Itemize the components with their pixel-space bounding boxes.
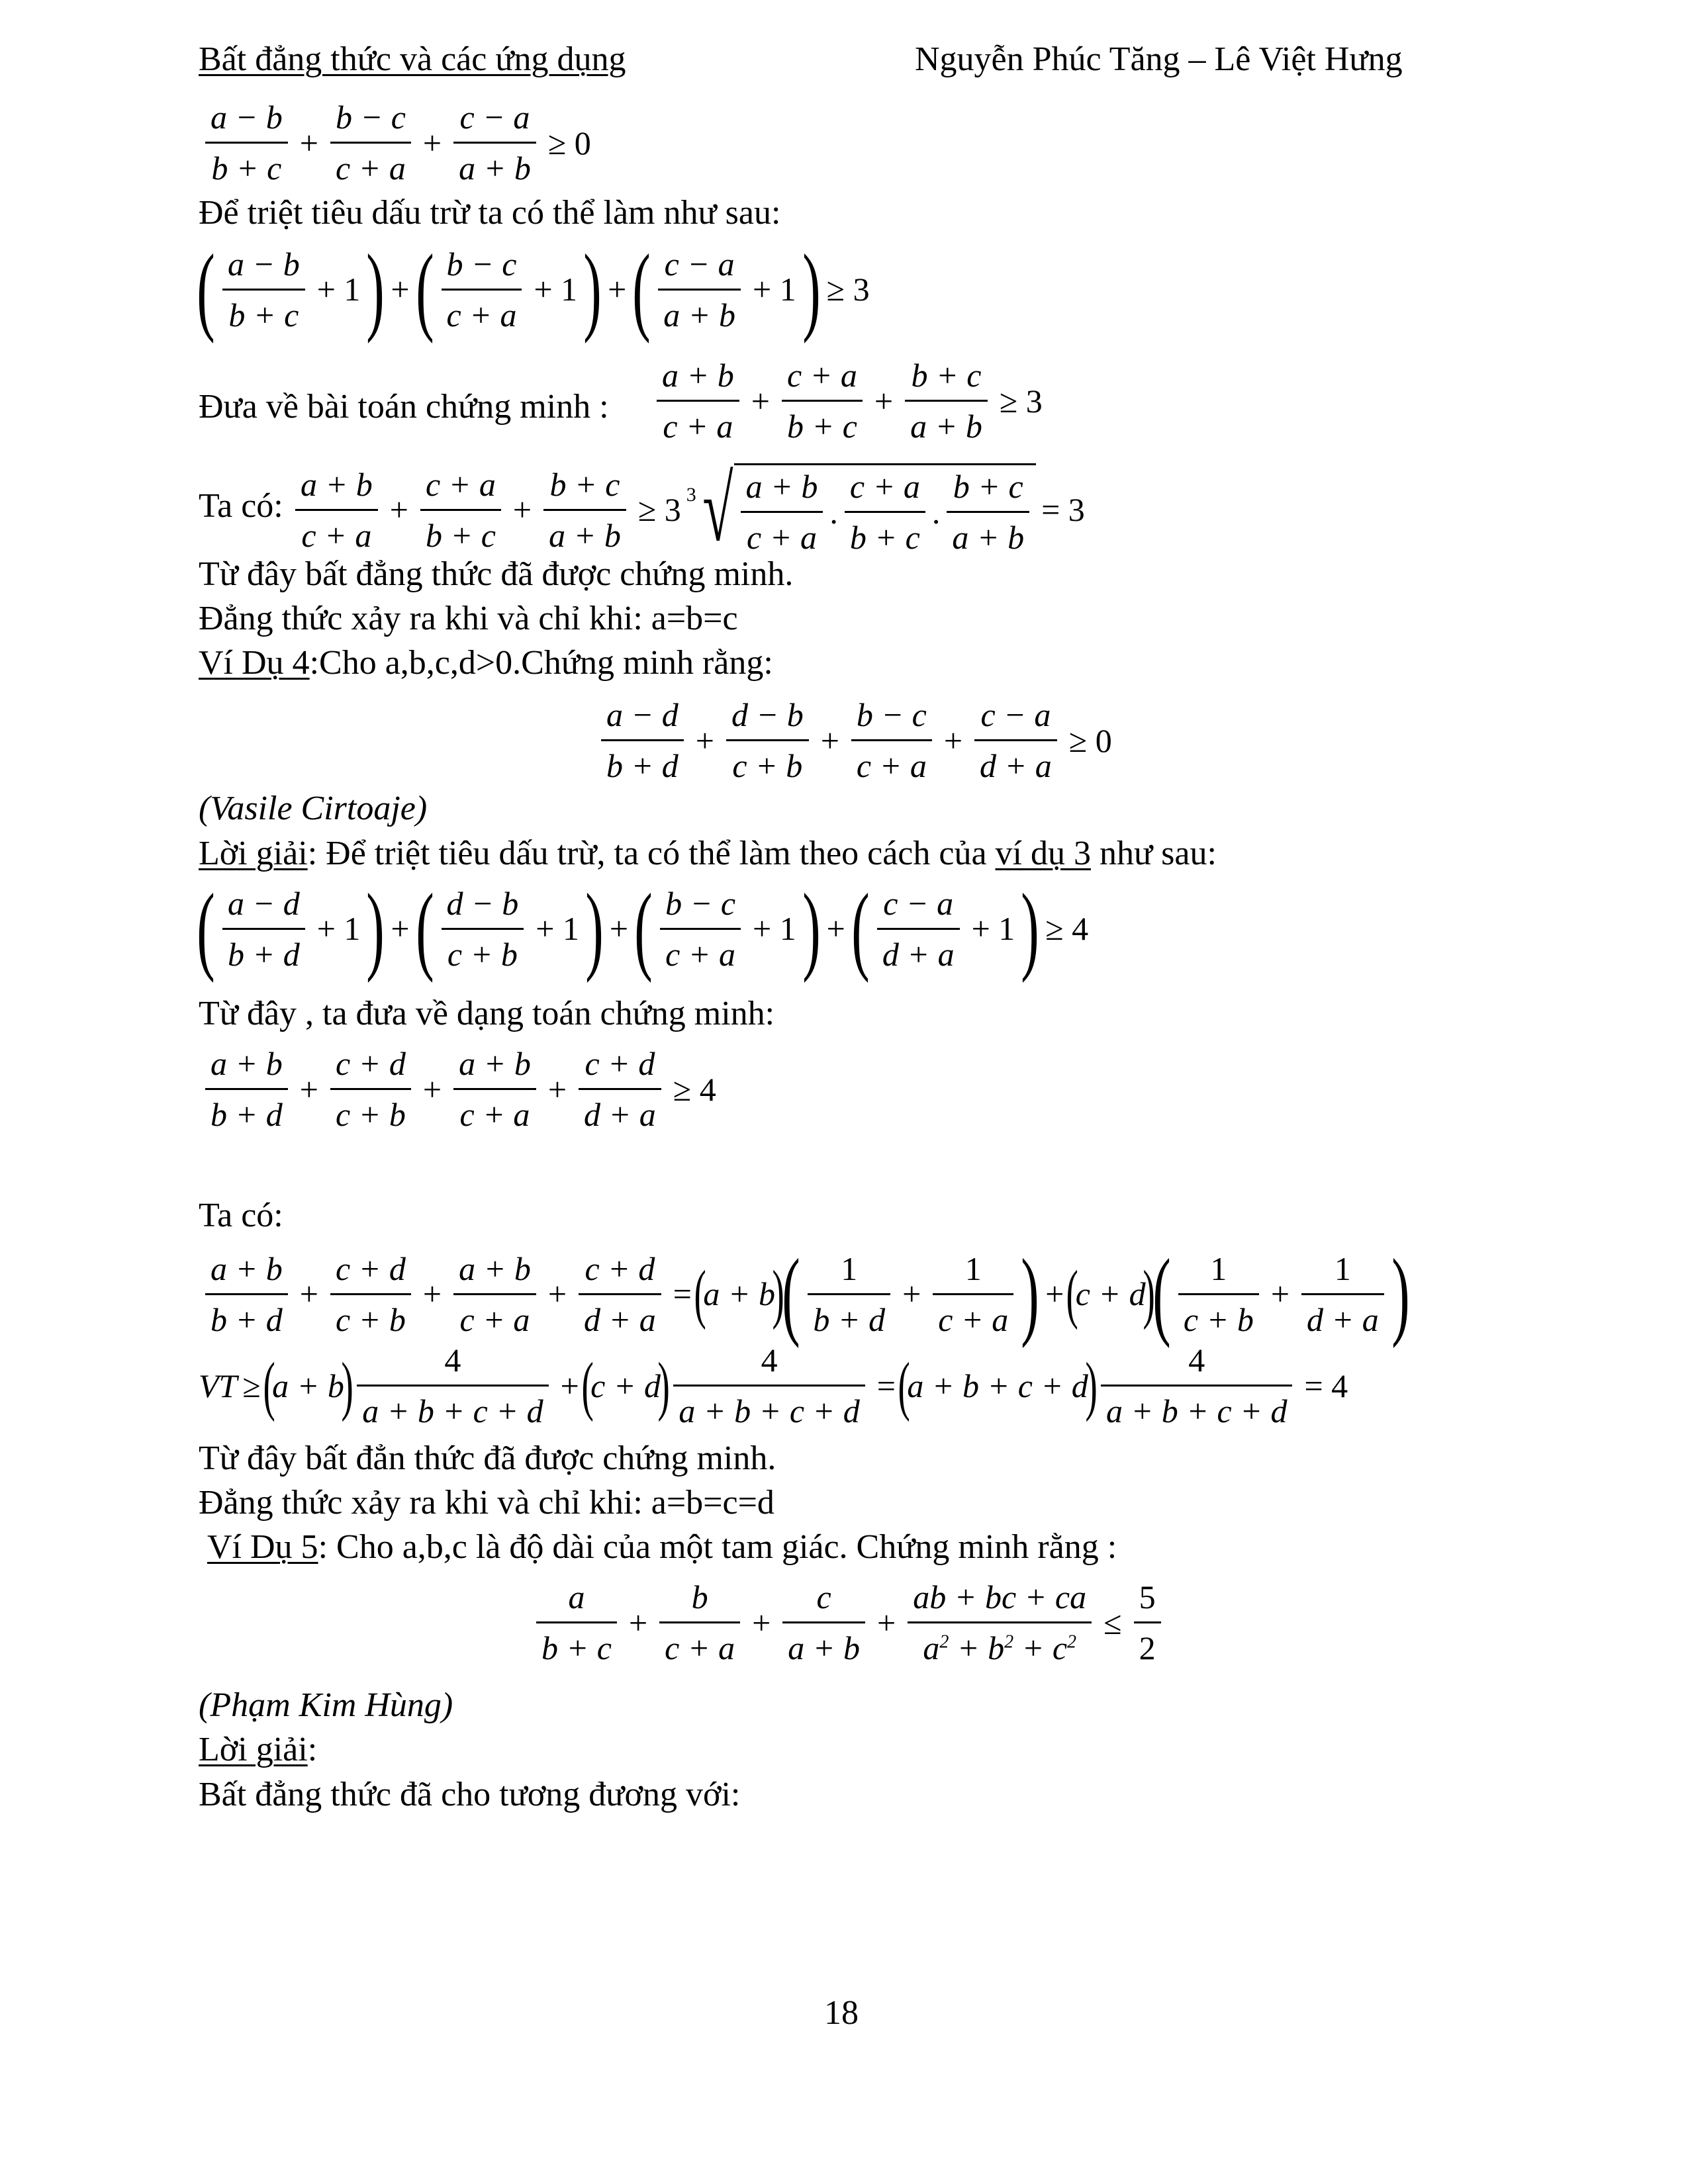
solution-text: : Để triệt tiêu dấu trừ, ta có thể làm theo cách của [307,835,996,872]
solution-line [199,1729,317,1771]
header-right: Nguyễn Phúc Tăng – Lê Việt Hưng [915,40,1403,78]
example-4-heading [199,642,773,684]
equation-7: $\frac{a + b}{b + d}$ + $\frac{c + d}{c + b}$ + $\frac{a + b}{c + a}$ + $\frac{c + d}{d + a}$ ≥ 4 [199,1047,722,1131]
text-line: Từ đây , ta đưa về dạng toán chứng minh: [199,995,775,1032]
text-line: Từ đây bất đẳng thức đã được chứng minh. [199,555,794,593]
example-5-heading [199,1526,1117,1569]
example-3-reference: ví dụ 3 [995,835,1091,872]
text-line: Ta có: [199,1197,283,1234]
equation-3: $\frac{a + b}{c + a}$ + $\frac{c + a}{b + c}$ + $\frac{b + c}{a + b}$ ≥ 3 [650,359,1048,443]
solution-line [199,833,1217,875]
solution-text-end: như sau: [1091,835,1217,872]
solution-label: Lời giải [199,1731,308,1768]
equation-10: $\frac{a}{b + c}$ + $\frac{b}{c + a}$ + $\frac{c}{a + b}$ + $\frac{ab + bc + ca}{a^2 + b^2 + c^2}$ ≤ $\frac{5}{2}$ [530,1580,1168,1664]
example-text: : Cho a,b,c là độ dài của một tam giác. Chứng minh rằng : [318,1528,1117,1566]
author-credit: (Vasile Cirtoaje) [199,790,428,827]
equation-4: $\frac{a + b}{c + a}$ + $\frac{c + a}{b + c}$ + $\frac{b + c}{a + b}$ ≥ 3 3 √ $\frac{a + b}{c + a}$ . $\frac{c + a}{b + c}$ . $\frac{b + c}{a + b}$ = 3 [289,463,1090,556]
equation-5: $\frac{a - d}{b + d}$ + $\frac{d - b}{c + b}$ + $\frac{b - c}{c + a}$ + $\frac{c - a}{d + a}$ ≥ 0 [594,698,1117,782]
equation-1: $\frac{a - b}{b + c}$ + $\frac{b - c}{c + a}$ + $\frac{c - a}{a + b}$ ≥ 0 [199,101,596,185]
text-line: Bất đẳng thức đã cho tương đương với: [199,1776,741,1813]
solution-label: Lời giải [199,835,308,872]
text-line: Đẳng thức xảy ra khi và chỉ khi: a=b=c [199,600,738,637]
equation-2: ( $\frac{a - b}{b + c}$ + 1 ) + ( $\frac{b - c}{c + a}$ + 1 ) + ( $\frac{c - a}{a + b}$ + 1 ) ≥ 3 [197,234,870,344]
equation-8: $\frac{a + b}{b + d}$ + $\frac{c + d}{c + b}$ + $\frac{a + b}{c + a}$ + $\frac{c + d}{d + a}$ = ( a + b ) ( $\frac{1}{b + d}$ + $\frac{1}{c + a}$ ) + ( c + d ) ( $\frac{1}{c + b}$ + $\frac{1}{d + a}$ ) [199,1244,1411,1343]
equation-6: ( $\frac{a - d}{b + d}$ + 1 ) + ( $\frac{d - b}{c + b}$ + 1 ) + ( $\frac{b - c}{c + a}$ + 1 ) + ( $\frac{c - a}{d + a}$ + 1 ) ≥ 4 [197,874,1089,983]
text-line: Đẳng thức xảy ra khi và chỉ khi: a=b=c=d [199,1484,774,1522]
text-line: Ta có: [199,487,283,525]
example-label: Ví Dụ 5 [207,1528,318,1566]
example-text: :Cho a,b,c,d>0.Chứng minh rằng: [309,644,773,682]
example-label: Ví Dụ 4 [199,644,310,682]
solution-colon: : [307,1731,318,1768]
text-line: Từ đây bất đẳn thức đã được chứng minh. [199,1439,776,1477]
header-left: Bất đẳng thức và các ứng dụng [199,40,626,78]
text-line: Để triệt tiêu dấu trừ ta có thể làm như sau: [199,194,781,232]
author-credit: (Phạm Kim Hùng) [199,1686,453,1724]
text-line: Đưa về bài toán chứng minh : [199,388,609,426]
page-number: 18 [824,1994,859,2032]
equation-9: VT ≥ ( a + b ) $\frac{4}{a + b + c + d}$ + ( c + d ) $\frac{4}{a + b + c + d}$ = ( a + b + c + d ) $\frac{4}{a + b + c + d}$ = 4 [199,1342,1348,1430]
